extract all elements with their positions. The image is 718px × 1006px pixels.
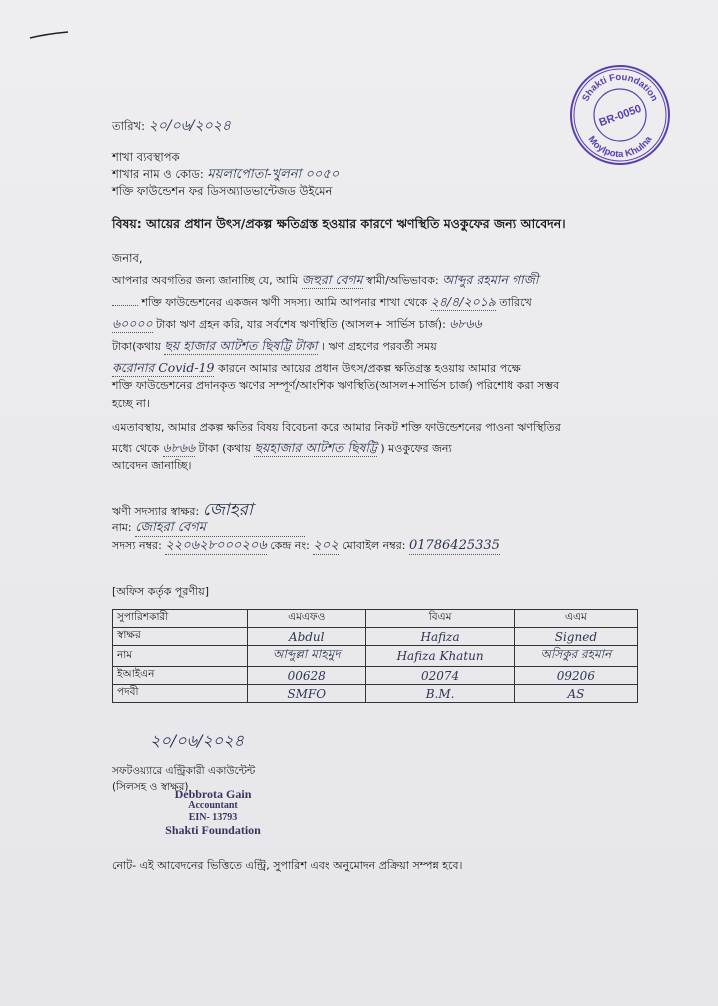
stamp-bottom-text: Moylpota Khulna [585,134,655,161]
address-line-2 [112,166,339,183]
member-signature-label: ঋণী সদস্যার স্বাক্ষর: [112,505,200,518]
mobile-value: 01786425335 [408,538,500,553]
header-bm: বিএম [366,610,514,628]
bm-ein: 02074 [366,667,514,685]
bm-designation: B.M. [366,685,514,703]
stamp-top-text: Shakti Foundation [580,71,660,104]
accountant-ein: EIN- 13793 [188,812,238,823]
row-label: পদবী [113,685,248,703]
office-use-label: [অফিস কর্তৃক পূরণীয়] [112,585,209,598]
body-text: টাকা (কথায় [198,442,251,455]
accountant-title: সফটওয়্যারে এন্ট্রিকারী একাউন্টেন্ট [112,765,256,777]
bm-signature: Hafiza [366,628,514,646]
footer-note: নোট- এই আবেদনের ভিত্তিতে এন্ট্রি, সুপারিশ এবং অনুমোদন প্রক্রিয়া সম্পন্ন হবে। [112,859,463,872]
accountant-seal [148,788,278,836]
reason-handwritten: করোনার Covid-19 [112,360,215,375]
accountant-name: Debbrota Gain [174,787,252,801]
para2-line-1: এমতাবস্থায়, আমার প্রকল্প ক্ষতির বিষয় বিবেচনা করে আমার নিকট শক্তি ফাউন্ডেশনের পাওনা ঋণস্থিতির [112,421,561,434]
member-no-value: ২২০৬২৮০০০২০৬ [165,538,267,553]
body-text: ) মওকুফের জন্য [380,442,452,455]
pen-stroke-mark [28,30,70,40]
row-label: স্বাক্ষর [113,628,248,646]
branch-label: শাখার নাম ও কোড: [112,167,204,181]
header-recommender: সুপারিশকারী [113,610,248,628]
member-name-value: জোহরা বেগম [135,520,305,537]
address-line-1: শাখা ব্যবস্থাপক [112,150,180,164]
svg-text:Moylpota Khulna [586,134,655,160]
balance-handwritten: ৬৮৬৬ [449,316,482,331]
table-header-row [113,610,638,628]
table-row [113,685,638,703]
mfo-designation: SMFO [248,685,366,703]
salutation: জনাব, [112,251,143,265]
row-label: ইআইএন [113,667,248,685]
body-text: টাকা(কথায় [112,340,161,353]
member-name-label: নাম: [112,521,132,534]
center-no-label: কেন্দ্র নং: [270,539,310,552]
para2-line-2 [112,440,452,457]
am-name: অসিকুর রহমান [514,646,637,667]
body-line-5 [112,360,521,377]
am-designation: AS [514,685,637,703]
member-signature: জোহরা [202,500,253,520]
header-mfo: এমএফও [248,610,366,628]
body-line-2 [112,294,532,311]
svg-text:Shakti Foundation [580,72,660,103]
bm-name: Hafiza Khatun [366,646,514,667]
table-row [113,628,638,646]
body-text: স্বামী/অভিভাবক: [366,274,439,287]
member-no-label: সদস্য নম্বর: [112,539,162,552]
para2-line-3: আবেদন জানাচ্ছি। [112,459,192,472]
body-text: । ঋণ গ্রহণের পরবর্তী সময় [321,340,437,353]
date-line [112,118,231,134]
stamp-code: BR-0050 [597,102,644,130]
body-text: আপনার অবগতির জন্য জানাচ্ছি যে, আমি [112,274,299,287]
am-ein: 09206 [514,667,637,685]
member-signature-line [112,502,253,520]
waiver-amount-handwritten: ৬৮৬৬ [162,440,196,455]
am-signature: Signed [514,628,637,646]
body-line-6: শক্তি ফাউন্ডেশনের প্রদানকৃত ঋণের সম্পূর্ণ/আংশিক ঋণস্থিতি(আসল+সার্ভিস চার্জ) পরিশোধ করা সম্ভব [112,379,560,392]
mobile-label: মোবাইল নম্বর: [342,539,406,552]
body-text: টাকা ঋণ গ্রহন করি, যার সর্বশেষ ঋণস্থিতি (আসল+ সার্ভিস চার্জ): [156,318,446,331]
body-line-3 [112,316,482,333]
table-row [113,646,638,667]
balance-words-handwritten: ছয় হাজার আটশত ছিষট্টি টাকা [164,338,318,353]
date-value: ২০/০৬/২০২৪ [148,118,231,134]
loan-amount-handwritten: ৬০০০০ [112,316,153,331]
body-text: শক্তি ফাউন্ডেশনের একজন ঋণী সদস্য। আমি আপনার শাখা থেকে [141,296,428,309]
center-no-value: ২০২ [313,538,339,553]
branch-value: ময়লাপোতা-খুলনা ০০৫০ [207,167,340,182]
date-label: তারিখ: [112,119,146,133]
table-row [113,667,638,685]
member-id-line [112,538,500,555]
loan-date-handwritten: ২৪/৪/২০১৯ [430,294,496,309]
row-label: নাম [113,646,248,667]
address-line-3: শক্তি ফাউন্ডেশন ফর ডিসঅ্যাডভান্টেজড উইমেন [112,184,333,198]
mfo-ein: 00628 [248,667,366,685]
accountant-subtitle: (সিলসহ ও স্বাক্ষর) [112,781,189,793]
mfo-name: আব্দুল্লা মাহমুদ [248,646,366,667]
member-name-handwritten: জহুরা বেগম [301,272,363,287]
guardian-name-handwritten: আব্দুর রহমান গাজী [442,272,539,287]
mfo-signature: Abdul [248,628,366,646]
body-text: তারিখে [499,296,532,309]
subject-line: বিষয়: আয়ের প্রধান উৎস/প্রকল্প ক্ষতিগ্রস্ত হওয়ার কারণে ঋণস্থিতি মওকুফের জন্য আবেদন। [112,216,566,231]
waiver-words-handwritten: ছয়হাজার আটশত ছিষট্টি [254,440,377,455]
body-line-1 [112,272,538,289]
accountant-org: Shakti Foundation [165,823,261,837]
accountant-role: Accountant [188,800,238,811]
body-text: কারনে আমার আয়ের প্রধান উৎস/প্রকল্প ক্ষতিগ্রস্ত হওয়ায় আমার পক্ষে [217,362,521,375]
member-name-line [112,520,305,537]
approval-table [112,609,638,703]
body-line-7: হচ্ছে না। [112,397,150,410]
branch-seal-stamp [567,62,673,168]
body-text: মধ্যে থেকে [112,442,160,455]
accountant-signature-date: ২০/০৬/২০২৪ [150,731,244,750]
header-am: এএম [514,610,637,628]
body-line-4 [112,338,437,355]
